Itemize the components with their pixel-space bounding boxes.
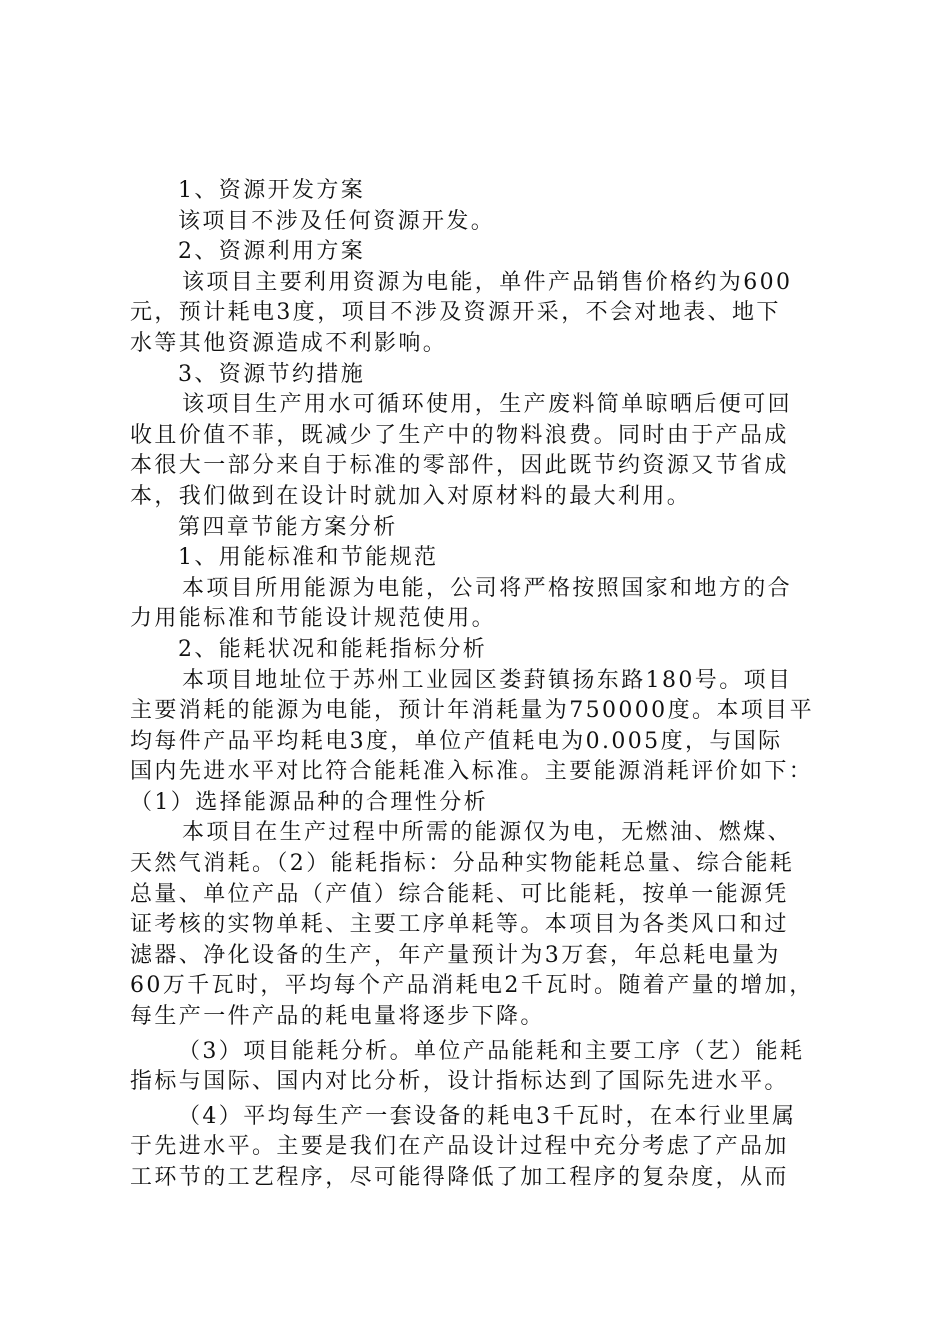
text-line: 2、资源利用方案	[178, 239, 366, 265]
text-line: 天然气消耗。（2）能耗指标：分品种实物能耗总量、综合能耗	[130, 851, 795, 877]
text-line: 1、用能标准和节能规范	[178, 545, 439, 571]
text-line: 滤器、净化设备的生产，年产量预计为3万套，年总耗电量为	[130, 942, 781, 968]
text-line: 主要消耗的能源为电能，预计年消耗量为750000度。本项目平	[130, 698, 814, 724]
text-line: 1、资源开发方案	[178, 178, 366, 203]
text-line: 每生产一件产品的耗电量将逐步下降。	[130, 1004, 545, 1030]
text-line: 该项目生产用水可循环使用，生产废料简单晾晒后便可回	[182, 392, 793, 418]
document-body	[130, 176, 830, 1194]
text-line: 国内先进水平对比符合能耗准入标准。主要能源消耗评价如下：	[130, 759, 814, 785]
text-line: 元，预计耗电3度，项目不涉及资源开采，不会对地表、地下	[130, 300, 781, 326]
text-line: 力用能标准和节能设计规范使用。	[130, 606, 497, 632]
text-line: 本项目地址位于苏州工业园区娄葑镇扬东路180号。项目	[182, 667, 793, 693]
text-line: （1）选择能源品种的合理性分析	[130, 789, 488, 815]
text-line: 该项目不涉及任何资源开发。	[178, 208, 496, 234]
text-line: 本项目在生产过程中所需的能源仅为电，无燃油、燃煤、	[182, 820, 793, 846]
text-line: （4）平均每生产一套设备的耗电3千瓦时，在本行业里属	[178, 1103, 797, 1129]
text-line: 于先进水平。主要是我们在产品设计过程中充分考虑了产品加	[130, 1134, 789, 1160]
text-line: 总量、单位产品（产值）综合能耗、可比能耗，按单一能源凭	[130, 881, 789, 907]
text-line: 证考核的实物单耗、主要工序单耗等。本项目为各类风口和过	[130, 912, 789, 938]
text-line: 工环节的工艺程序，尽可能得降低了加工程序的复杂度，从而	[130, 1165, 789, 1190]
text-line: 本很大一部分来自于标准的零部件，因此既节约资源又节省成	[130, 453, 789, 479]
text-line: 均每件产品平均耗电3度，单位产值耗电为0.005度，与国际	[130, 728, 783, 754]
text-line: 2、能耗状况和能耗指标分析	[178, 636, 488, 662]
text-line: 第四章节能方案分析	[178, 514, 398, 540]
text-line: （3）项目能耗分析。单位产品能耗和主要工序（艺）能耗	[178, 1038, 805, 1064]
text-line: 本项目所用能源为电能，公司将严格按照国家和地方的合	[182, 575, 793, 601]
text-line: 收且价值不菲，既减少了生产中的物料浪费。同时由于产品成	[130, 422, 789, 448]
text-line: 本，我们做到在设计时就加入对原材料的最大利用。	[130, 483, 692, 509]
text-line: 该项目主要利用资源为电能，单件产品销售价格约为600	[182, 269, 793, 295]
text-line: 60万千瓦时，平均每个产品消耗电2千瓦时。随着产量的增加，	[130, 973, 814, 999]
text-line: 指标与国际、国内对比分析，设计指标达到了国际先进水平。	[130, 1069, 789, 1095]
text-line: 3、资源节约措施	[178, 361, 366, 387]
text-line: 水等其他资源造成不利影响。	[130, 330, 448, 356]
